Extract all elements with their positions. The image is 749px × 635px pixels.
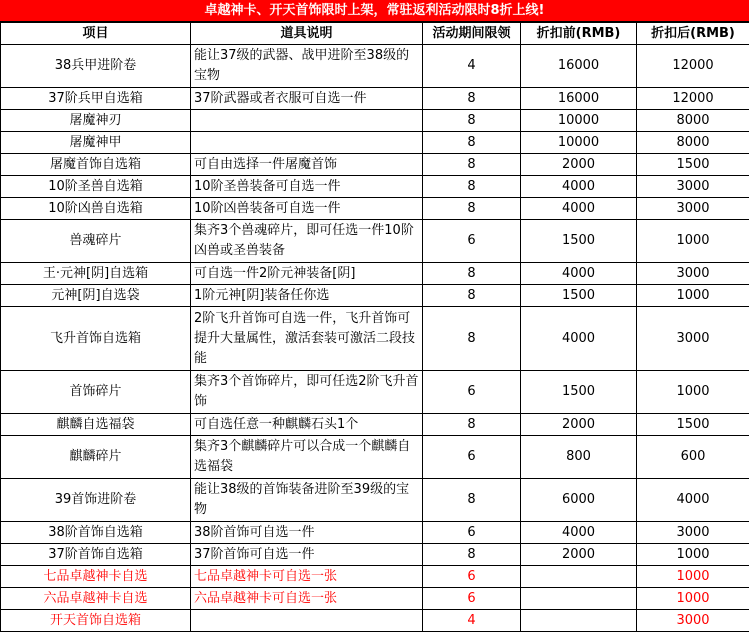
limit-cell: 6 xyxy=(423,371,521,414)
item-cell: 10阶凶兽自选箱 xyxy=(1,198,191,220)
desc-cell: 10阶凶兽装备可自选一件 xyxy=(191,198,423,220)
desc-cell xyxy=(191,610,423,632)
desc-cell: 能让37级的武器、战甲进阶至38级的宝物 xyxy=(191,45,423,88)
table-row xyxy=(1,198,749,220)
sheet-title: 卓越神卡、开天首饰限时上架，常驻返利活动限时8折上线! xyxy=(0,0,749,22)
table-row xyxy=(1,307,749,371)
price-before-cell: 16000 xyxy=(521,45,637,88)
desc-cell xyxy=(191,132,423,154)
price-after-cell: 3000 xyxy=(637,307,749,371)
table-row xyxy=(1,176,749,198)
desc-cell: 10阶圣兽装备可自选一件 xyxy=(191,176,423,198)
price-before-cell: 4000 xyxy=(521,263,637,285)
limit-cell: 8 xyxy=(423,132,521,154)
item-cell: 屠魔神甲 xyxy=(1,132,191,154)
limit-cell: 8 xyxy=(423,263,521,285)
price-after-cell: 1500 xyxy=(637,414,749,436)
price-before-cell xyxy=(521,566,637,588)
limit-cell: 6 xyxy=(423,566,521,588)
item-cell: 首饰碎片 xyxy=(1,371,191,414)
item-cell: 元神[阴]自选袋 xyxy=(1,285,191,307)
table-row xyxy=(1,371,749,414)
desc-cell: 可自选任意一种麒麟石头1个 xyxy=(191,414,423,436)
price-after-cell: 1000 xyxy=(637,220,749,263)
limit-cell: 8 xyxy=(423,110,521,132)
limit-cell: 8 xyxy=(423,544,521,566)
desc-cell: 七品卓越神卡可自选一张 xyxy=(191,566,423,588)
table-body xyxy=(1,45,749,632)
table-row xyxy=(1,610,749,632)
price-before-cell: 4000 xyxy=(521,198,637,220)
limit-cell: 4 xyxy=(423,610,521,632)
table-row xyxy=(1,544,749,566)
price-after-cell: 12000 xyxy=(637,45,749,88)
item-cell: 飞升首饰自选箱 xyxy=(1,307,191,371)
item-cell: 麒麟自选福袋 xyxy=(1,414,191,436)
table-row xyxy=(1,263,749,285)
desc-cell: 可自选一件2阶元神装备[阴] xyxy=(191,263,423,285)
limit-cell: 4 xyxy=(423,45,521,88)
header-after: 折扣后(RMB) xyxy=(637,23,749,45)
price-before-cell: 1500 xyxy=(521,371,637,414)
limit-cell: 8 xyxy=(423,88,521,110)
table-row xyxy=(1,479,749,522)
price-before-cell: 10000 xyxy=(521,132,637,154)
price-after-cell: 1000 xyxy=(637,371,749,414)
item-cell: 六品卓越神卡自选 xyxy=(1,588,191,610)
table-row xyxy=(1,566,749,588)
header-desc: 道具说明 xyxy=(191,23,423,45)
limit-cell: 6 xyxy=(423,220,521,263)
limit-cell: 8 xyxy=(423,414,521,436)
header-limit: 活动期间限领 xyxy=(423,23,521,45)
price-after-cell: 3000 xyxy=(637,176,749,198)
table-row xyxy=(1,588,749,610)
price-after-cell: 1000 xyxy=(637,588,749,610)
desc-cell: 六品卓越神卡可自选一张 xyxy=(191,588,423,610)
price-after-cell: 1000 xyxy=(637,566,749,588)
price-after-cell: 3000 xyxy=(637,198,749,220)
price-before-cell: 4000 xyxy=(521,307,637,371)
price-after-cell: 1500 xyxy=(637,154,749,176)
price-before-cell: 800 xyxy=(521,436,637,479)
limit-cell: 8 xyxy=(423,198,521,220)
table-row xyxy=(1,154,749,176)
price-before-cell: 2000 xyxy=(521,414,637,436)
price-before-cell xyxy=(521,588,637,610)
price-after-cell: 12000 xyxy=(637,88,749,110)
price-before-cell xyxy=(521,610,637,632)
price-after-cell: 1000 xyxy=(637,544,749,566)
item-cell: 兽魂碎片 xyxy=(1,220,191,263)
item-cell: 王·元神[阴]自选箱 xyxy=(1,263,191,285)
header-item: 项目 xyxy=(1,23,191,45)
limit-cell: 8 xyxy=(423,285,521,307)
price-before-cell: 6000 xyxy=(521,479,637,522)
desc-cell: 能让38级的首饰装备进阶至39级的宝物 xyxy=(191,479,423,522)
table-row xyxy=(1,88,749,110)
desc-cell: 集齐3个首饰碎片，即可任选2阶飞升首饰 xyxy=(191,371,423,414)
price-before-cell: 2000 xyxy=(521,154,637,176)
desc-cell: 可自由选择一件屠魔首饰 xyxy=(191,154,423,176)
table-row xyxy=(1,220,749,263)
price-before-cell: 4000 xyxy=(521,176,637,198)
price-after-cell: 8000 xyxy=(637,110,749,132)
price-before-cell: 4000 xyxy=(521,522,637,544)
price-after-cell: 600 xyxy=(637,436,749,479)
price-before-cell: 10000 xyxy=(521,110,637,132)
item-cell: 38兵甲进阶卷 xyxy=(1,45,191,88)
item-cell: 38阶首饰自选箱 xyxy=(1,522,191,544)
item-cell: 10阶圣兽自选箱 xyxy=(1,176,191,198)
limit-cell: 6 xyxy=(423,588,521,610)
header-row xyxy=(1,23,749,45)
price-after-cell: 3000 xyxy=(637,263,749,285)
header-before: 折扣前(RMB) xyxy=(521,23,637,45)
desc-cell xyxy=(191,110,423,132)
price-after-cell: 8000 xyxy=(637,132,749,154)
table-row xyxy=(1,522,749,544)
limit-cell: 6 xyxy=(423,436,521,479)
item-cell: 39首饰进阶卷 xyxy=(1,479,191,522)
table-row xyxy=(1,110,749,132)
limit-cell: 8 xyxy=(423,176,521,198)
limit-cell: 8 xyxy=(423,479,521,522)
table-row xyxy=(1,45,749,88)
item-cell: 37阶首饰自选箱 xyxy=(1,544,191,566)
table-row xyxy=(1,436,749,479)
table-row xyxy=(1,132,749,154)
desc-cell: 37阶首饰可自选一件 xyxy=(191,544,423,566)
table-row xyxy=(1,414,749,436)
price-before-cell: 2000 xyxy=(521,544,637,566)
limit-cell: 8 xyxy=(423,307,521,371)
price-after-cell: 1000 xyxy=(637,285,749,307)
limit-cell: 6 xyxy=(423,522,521,544)
desc-cell: 38阶首饰可自选一件 xyxy=(191,522,423,544)
price-before-cell: 1500 xyxy=(521,220,637,263)
desc-cell: 集齐3个麒麟碎片可以合成一个麒麟自选福袋 xyxy=(191,436,423,479)
desc-cell: 2阶飞升首饰可自选一件，飞升首饰可提升大量属性，激活套装可激活二段技能 xyxy=(191,307,423,371)
item-cell: 37阶兵甲自选箱 xyxy=(1,88,191,110)
item-cell: 屠魔首饰自选箱 xyxy=(1,154,191,176)
desc-cell: 集齐3个兽魂碎片，即可任选一件10阶凶兽或圣兽装备 xyxy=(191,220,423,263)
price-after-cell: 3000 xyxy=(637,522,749,544)
item-cell: 屠魔神刃 xyxy=(1,110,191,132)
price-before-cell: 1500 xyxy=(521,285,637,307)
price-after-cell: 4000 xyxy=(637,479,749,522)
item-cell: 七品卓越神卡自选 xyxy=(1,566,191,588)
desc-cell: 1阶元神[阴]装备任你选 xyxy=(191,285,423,307)
price-before-cell: 16000 xyxy=(521,88,637,110)
limit-cell: 8 xyxy=(423,154,521,176)
price-after-cell: 3000 xyxy=(637,610,749,632)
desc-cell: 37阶武器或者衣服可自选一件 xyxy=(191,88,423,110)
price-table xyxy=(0,22,749,632)
item-cell: 麒麟碎片 xyxy=(1,436,191,479)
table-row xyxy=(1,285,749,307)
item-cell: 开天首饰自选箱 xyxy=(1,610,191,632)
